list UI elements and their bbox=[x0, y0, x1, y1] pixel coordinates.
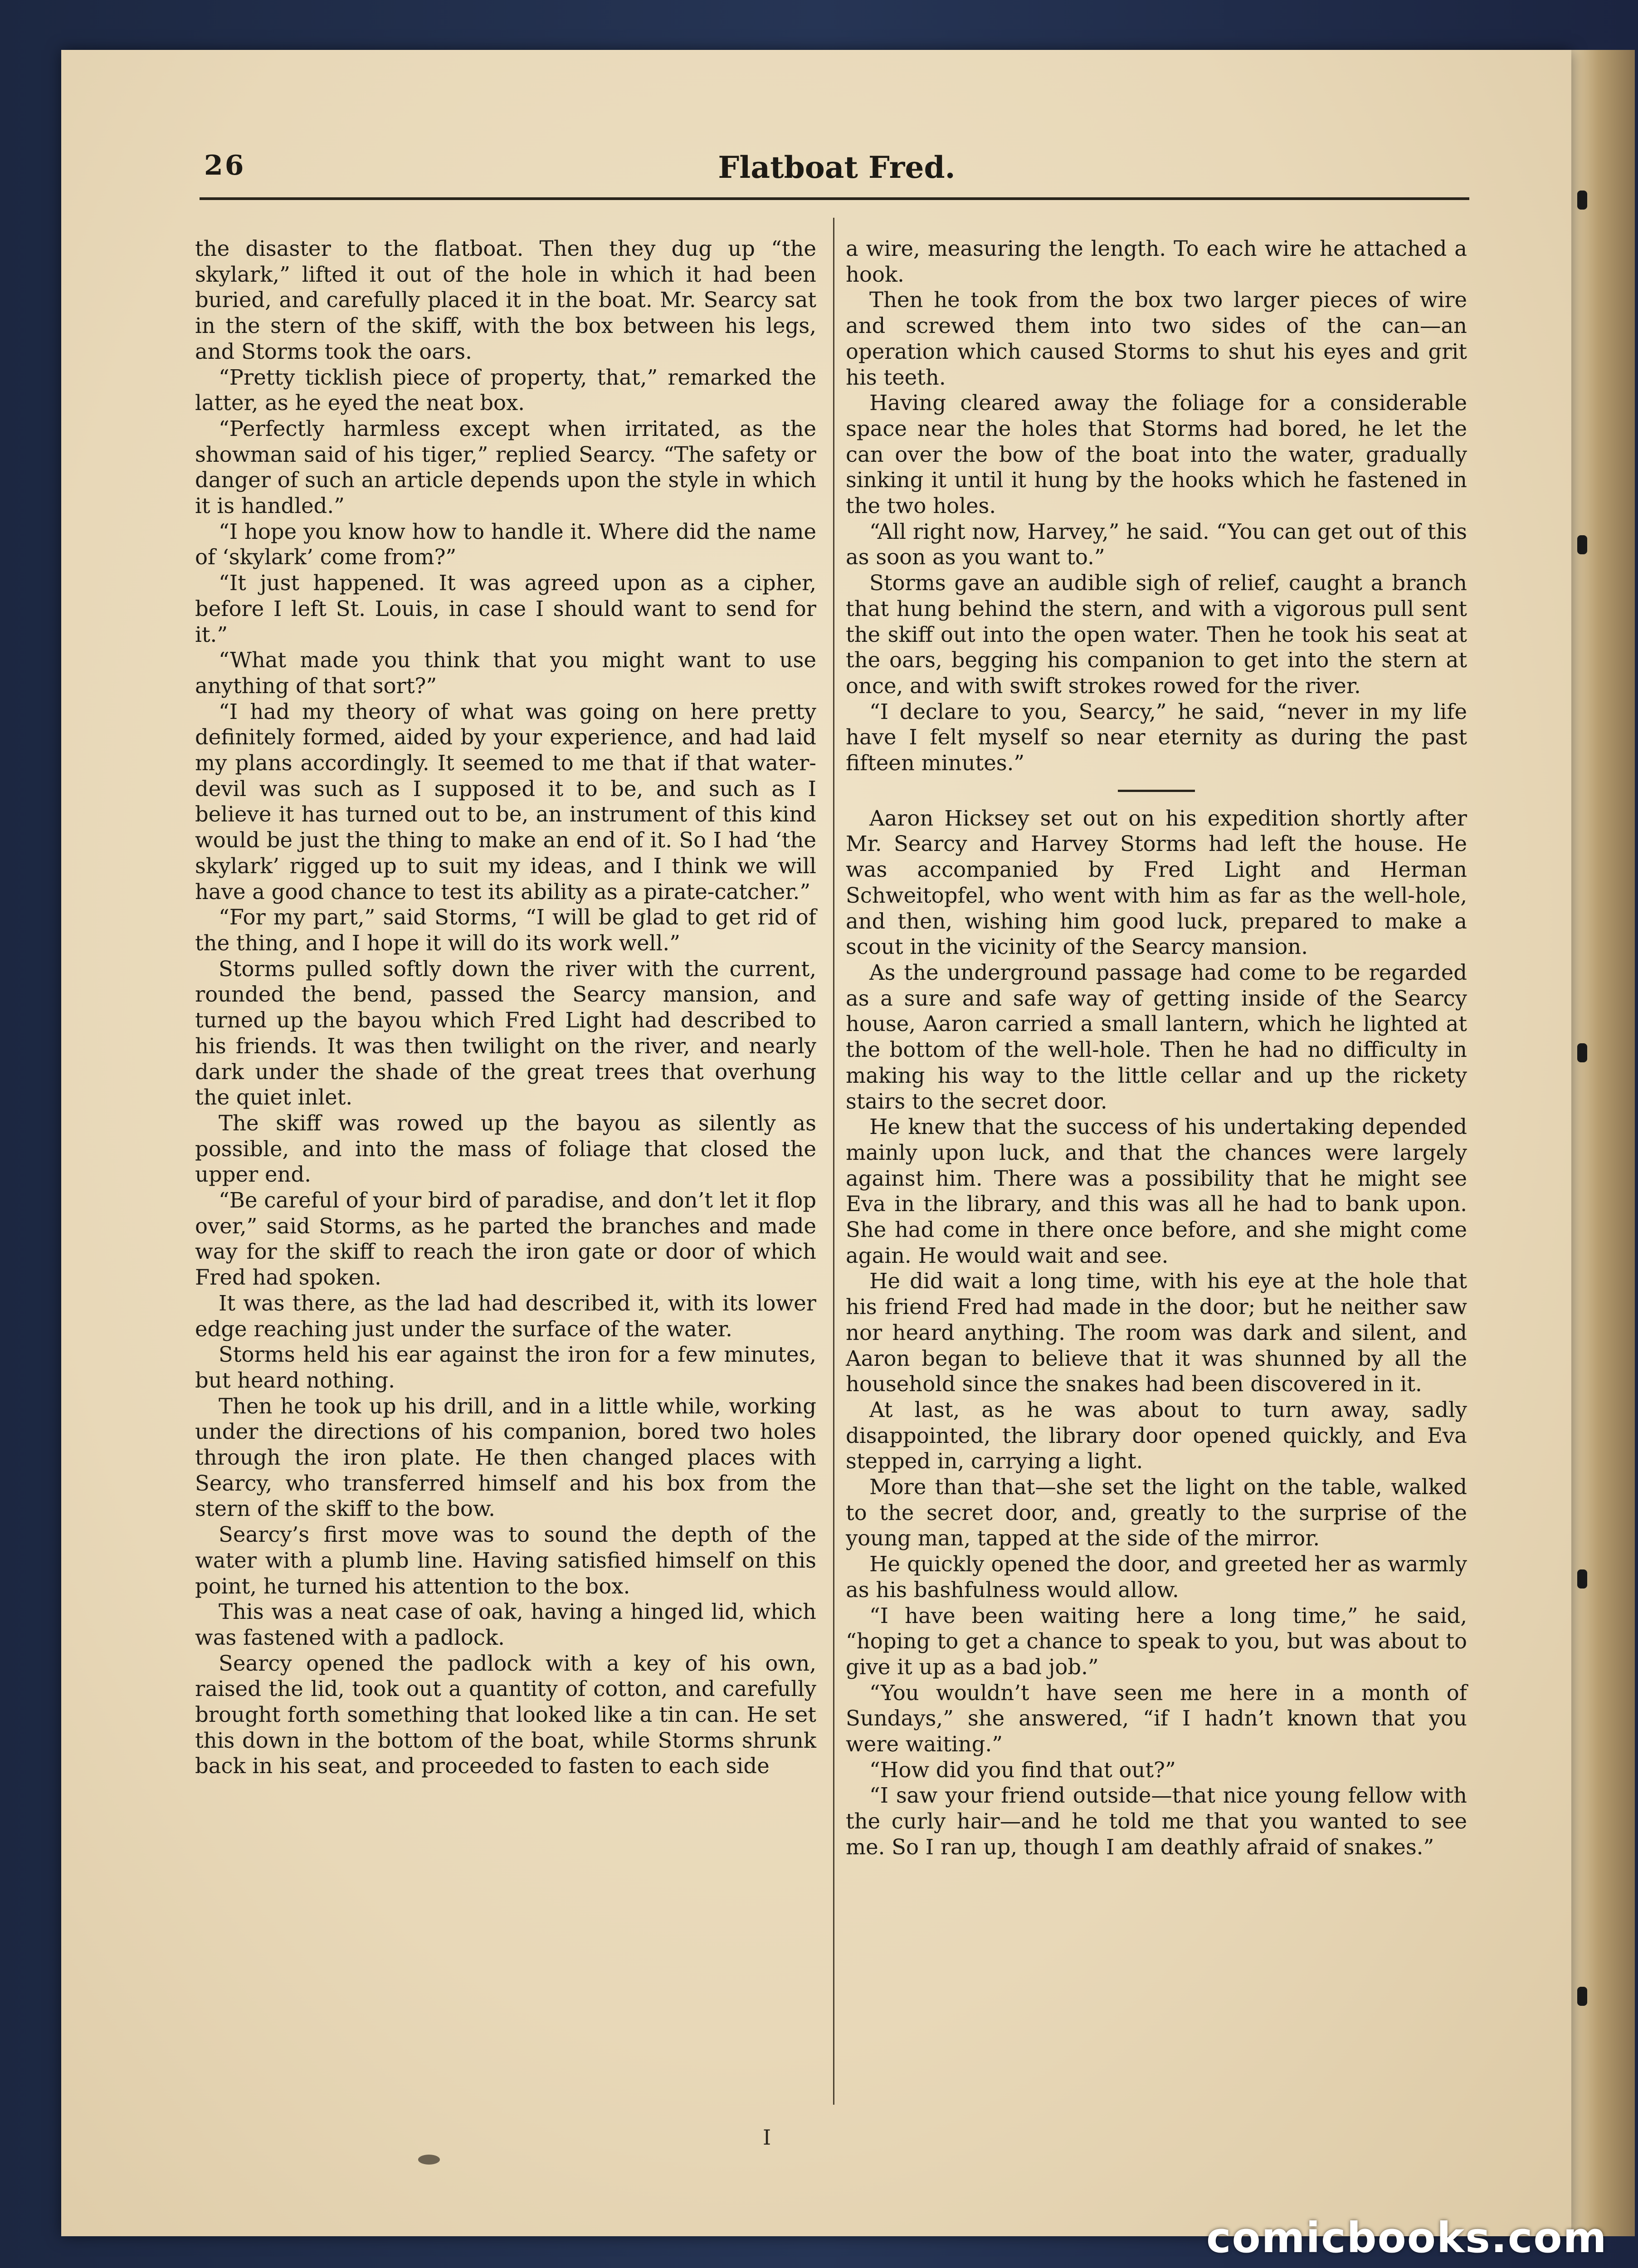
page-header bbox=[204, 150, 1469, 200]
paragraph: This was a neat case of oak, having a hinged lid, which was fastened with a padlock. bbox=[195, 1599, 816, 1650]
paragraph: Storms pulled softly down the river with the current, rounded the bend, passed the Searcy mansion, and turned up the bayou which Fred Light had described to his friends. It was then twilight on the river, and nearly dark under the shade of the great trees that overhung the quiet inlet. bbox=[195, 956, 816, 1110]
paragraph: “I hope you know how to handle it. Where did the name of ‘skylark’ come from?” bbox=[195, 519, 816, 570]
footer-mark: I bbox=[763, 2125, 771, 2150]
right-column-part-a bbox=[846, 236, 1467, 776]
paragraph: More than that—she set the light on the table, walked to the secret door, and, greatly to the surprise of the young man, tapped at the side of the mirror. bbox=[846, 1475, 1467, 1551]
header-rule bbox=[200, 197, 1469, 200]
binding-hole bbox=[1577, 1043, 1587, 1062]
paragraph: “I saw your friend outside—that nice young fellow with the curly hair—and he told me that you wanted to see me. So I ran up, though I am deathly afraid of snakes.” bbox=[846, 1783, 1467, 1859]
paragraph: It was there, as the lad had described it, with its lower edge reaching just under the surface of the water. bbox=[195, 1290, 816, 1341]
paragraph: “It just happened. It was agreed upon as a cipher, before I left St. Louis, in case I should want to send for it.” bbox=[195, 571, 816, 647]
binding-hole bbox=[1577, 1569, 1587, 1589]
paragraph: “Be careful of your bird of paradise, and don’t let it flop over,” said Storms, as he parted the branches and made way for the skiff to reach the iron gate or door of which Fred had spoken. bbox=[195, 1188, 816, 1290]
paragraph: Storms gave an audible sigh of relief, caught a branch that hung behind the stern, and with a vigorous pull sent the skiff out into the open water. Then he took his seat at the oars, begging his companion to get into the stern at once, and with swift strokes rowed for the river. bbox=[846, 571, 1467, 698]
page-number: 26 bbox=[204, 150, 246, 181]
paragraph: He knew that the success of his undertaking depended mainly upon luck, and that the chances were largely against him. There was a possibility that he might see Eva in the library, and this was all he had to bank upon. She had come in there once before, and she might come again. He would wait and see. bbox=[846, 1114, 1467, 1268]
paragraph: Searcy opened the padlock with a key of his own, raised the lid, took out a quantity of cotton, and carefully brought forth something that looked like a tin can. He set this down in the bottom of the boat, while Storms shrunk back in his seat, and proceeded to fasten to each side bbox=[195, 1651, 816, 1779]
right-column-part-b bbox=[846, 806, 1467, 1860]
paragraph: Having cleared away the foliage for a considerable space near the holes that Storms had bored, he let the can over the bow of the boat into the water, gradually sinking it until it hung by the hooks which he fastened in the two holes. bbox=[846, 391, 1467, 518]
paragraph: “How did you find that out?” bbox=[869, 1757, 1176, 1782]
ink-smudge bbox=[418, 2155, 440, 2165]
section-divider bbox=[1118, 790, 1195, 792]
right-column bbox=[846, 236, 1467, 2123]
paragraph: Aaron Hicksey set out on his expedition shortly after Mr. Searcy and Harvey Storms had left the house. He was accompanied by Fred Light and Herman Schweitopfel, who went with him as far as the well-hole, and then, wishing him good luck, prepared to make a scout in the vicinity of the Searcy mansion. bbox=[846, 806, 1467, 959]
paragraph: “I have been waiting here a long time,” he said, “hoping to get a chance to speak to you, but was about to give it up as a bad job.” bbox=[846, 1603, 1467, 1679]
paragraph: Searcy’s first move was to sound the depth of the water with a plumb line. Having satisfied himself on this point, he turned his attention to the box. bbox=[195, 1522, 816, 1598]
paragraph: Then he took from the box two larger pieces of wire and screwed them into two sides of the can—an operation which caused Storms to shut his eyes and grit his teeth. bbox=[846, 288, 1467, 390]
paragraph: He did wait a long time, with his eye at the hole that his friend Fred had made in the door; but he neither saw nor heard anything. The room was dark and silent, and Aaron began to believe that it was shunned by all the household since the snakes had been discovered in it. bbox=[846, 1269, 1467, 1397]
paragraph: The skiff was rowed up the bayou as silently as possible, and into the mass of foliage that closed the upper end. bbox=[195, 1110, 816, 1187]
running-title: Flatboat Fred. bbox=[718, 150, 955, 185]
paragraph: At last, as he was about to turn away, sadly disappointed, the library door opened quickly, and Eva stepped in, carrying a light. bbox=[846, 1397, 1467, 1474]
paragraph: He quickly opened the door, and greeted her as warmly as his bashfulness would allow. bbox=[846, 1552, 1467, 1602]
paragraph: “I declare to you, Searcy,” he said, “never in my life have I felt myself so near eternity as during the past fifteen minutes.” bbox=[846, 699, 1467, 776]
paragraph: the disaster to the flatboat. Then they dug up “the skylark,” lifted it out of the hole in which it had been buried, and carefully placed it in the boat. Mr. Searcy sat in the stern of the skiff, with the box between his legs, and Storms took the oars. bbox=[195, 236, 816, 364]
paragraph: “I had my theory of what was going on here pretty definitely formed, aided by your experience, and had laid my plans accordingly. It seemed to me that if that water-devil was such as I supposed it to be, and such as I believe it has turned out to be, an instrument of this kind would be just the thing to make an end of it. So I had ‘the skylark’ rigged up to suit my ideas, and I think we will have a good chance to test its ability as a pirate-catcher.” bbox=[195, 699, 816, 904]
binding-hole bbox=[1577, 191, 1587, 210]
paragraph: “Pretty ticklish piece of property, that,” remarked the latter, as he eyed the neat box. bbox=[195, 365, 816, 415]
column-divider bbox=[833, 218, 834, 2105]
watermark: comicbooks.com bbox=[1206, 2214, 1608, 2262]
paragraph: Then he took up his drill, and in a little while, working under the directions of his companion, bored two holes through the iron plate. He then changed places with Searcy, who transferred himself and his box from the stern of the skiff to the bow. bbox=[195, 1393, 816, 1521]
paragraph: Storms held his ear against the iron for a few minutes, but heard nothing. bbox=[195, 1342, 816, 1393]
paragraph: “You wouldn’t have seen me here in a month of Sundays,” she answered, “if I hadn’t known that you were waiting.” bbox=[846, 1680, 1467, 1757]
paragraph: “Perfectly harmless except when irritated, as the showman said of his tiger,” replied Searcy. “The safety or danger of such an article depends upon the style in which it is handled.” bbox=[195, 416, 816, 518]
left-column bbox=[195, 236, 816, 2123]
paragraph: “For my part,” said Storms, “I will be glad to get rid of the thing, and I hope it will do its work well.” bbox=[195, 905, 816, 955]
paragraph: “All right now, Harvey,” he said. “You can get out of this as soon as you want to.” bbox=[846, 519, 1467, 570]
paragraph: a wire, measuring the length. To each wire he attached a hook. bbox=[846, 236, 1467, 287]
binding-hole bbox=[1577, 1987, 1587, 2006]
paragraph: “What made you think that you might want to use anything of that sort?” bbox=[195, 648, 816, 698]
paragraph: As the underground passage had come to be regarded as a sure and safe way of getting inside of the Searcy house, Aaron carried a small lantern, which he lighted at the bottom of the well-hole. Then he had no difficulty in making his way to the little cellar and up the rickety stairs to the secret door. bbox=[846, 960, 1467, 1114]
binding-hole bbox=[1577, 535, 1587, 554]
